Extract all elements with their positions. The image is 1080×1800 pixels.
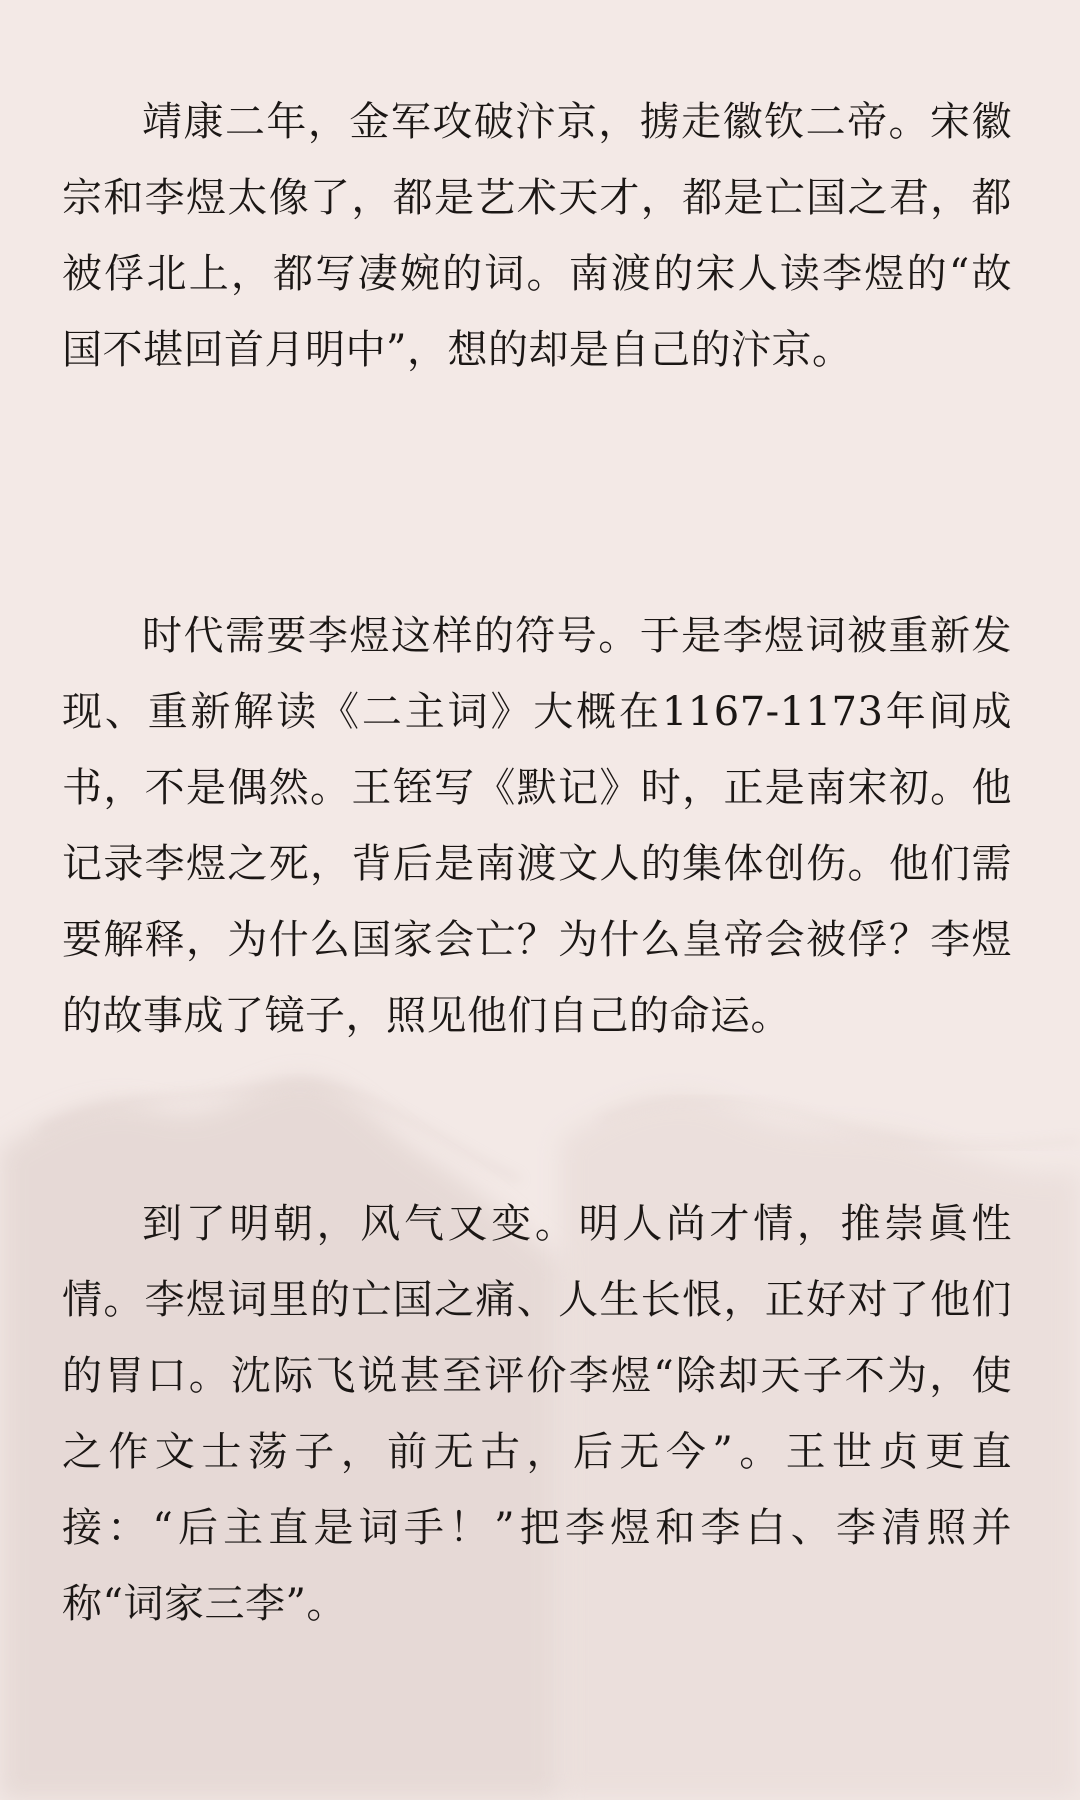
- paragraph-ming-dynasty: 到了明朝，风气又变。明人尚才情，推崇眞性情。李煜词里的亡国之痛、人生长恨，正好对了他们的胃口。沈际飞说甚至评价李煜“除却天子不为，使之作文士荡子，前无古，后无今”。王世贞更直接：“后主直是词手！”把李煜和李白、李清照并称“词家三李”。: [62, 1201, 1012, 1627]
- paragraph-southern-song: 时代需要李煜这样的符号。于是李煜词被重新发现、重新解读《二主词》大概在1167-1173年间成书，不是偶然。王铚写《默记》时，正是南宋初。他记录李煜之死，背后是南渡文人的集体创伤。他们需要解释，为什么国家会亡？为什么皇帝会被俘？李煜的故事成了镜子，照见他们自己的命运。: [62, 613, 1012, 1039]
- paragraph-jingkang: 靖康二年，金军攻破汴京，掳走徽钦二帝。宋徽宗和李煜太像了，都是艺术天才，都是亡国之君，都被俘北上，都写凄婉的词。南渡的宋人读李煜的“故国不堪回首月明中”，想的却是自己的汴京。: [62, 99, 1012, 373]
